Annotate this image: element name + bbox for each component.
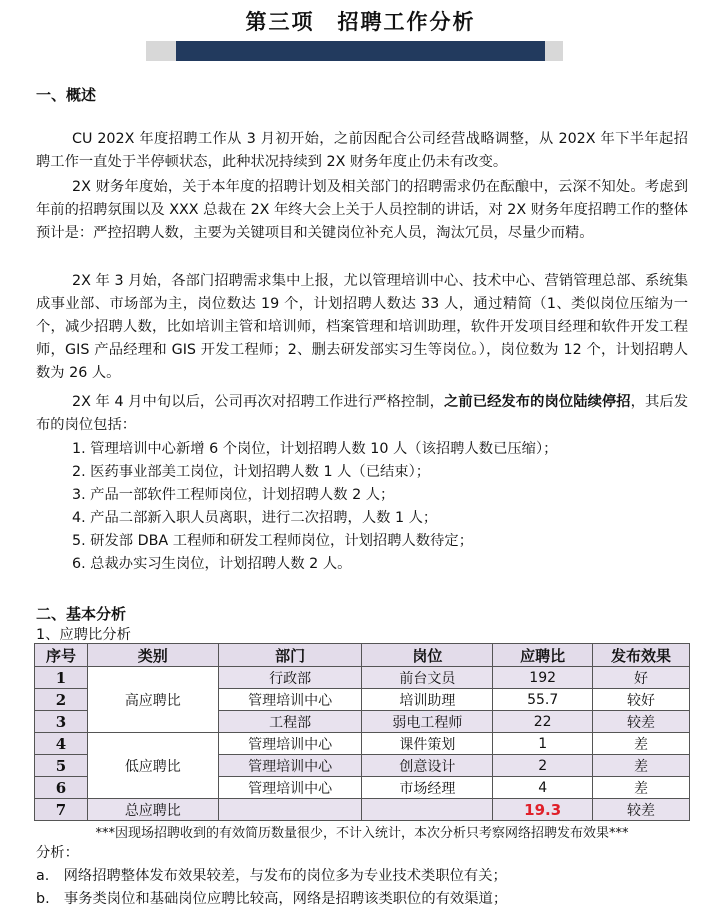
category-cell: 低应聘比 — [87, 733, 218, 799]
section-heading-overview: 一、概述 — [36, 86, 97, 104]
section-heading-analysis: 二、基本分析 — [36, 605, 127, 623]
list-item: 3. 产品一部软件工程师岗位，计划招聘人数 2 人； — [72, 487, 395, 503]
header-cell: 类别 — [87, 644, 218, 667]
header-cell: 岗位 — [362, 644, 493, 667]
post-cell: 培训助理 — [362, 689, 493, 711]
list-item: 2. 医药事业部美工岗位，计划招聘人数 1 人（已结束）； — [72, 464, 431, 480]
row-number: 1 — [35, 667, 88, 689]
effect-cell: 差 — [593, 777, 690, 799]
post-list — [36, 438, 696, 576]
effect-cell: 差 — [593, 733, 690, 755]
post-cell: 课件策划 — [362, 733, 493, 755]
ratio-cell: 192 — [493, 667, 593, 689]
effect-cell: 好 — [593, 667, 690, 689]
total-ratio-cell — [493, 799, 593, 821]
table-total-row — [35, 799, 690, 821]
effect-cell: 较差 — [593, 799, 690, 821]
table-note: ***因现场招聘收到的有效简历数量很少，不计入统计，本次分析只考察网络招聘发布效果*** — [95, 826, 629, 841]
dept-cell: 工程部 — [218, 711, 362, 733]
post-cell: 创意设计 — [362, 755, 493, 777]
header-cell: 发布效果 — [593, 644, 690, 667]
header-cell: 序号 — [35, 644, 88, 667]
dept-cell: 管理培训中心 — [218, 777, 362, 799]
dept-cell: 行政部 — [218, 667, 362, 689]
page-title: 第三项 招聘工作分析 — [245, 9, 476, 34]
subheading-ratio-analysis: 1、应聘比分析 — [36, 627, 131, 643]
total-ratio-value: 19.3 — [524, 800, 562, 819]
empty-cell — [218, 799, 362, 821]
ratio-cell: 2 — [493, 755, 593, 777]
dept-cell: 管理培训中心 — [218, 755, 362, 777]
ratio-cell: 1 — [493, 733, 593, 755]
analysis-item: a. 网络招聘整体发布效果较差，与发布的岗位多为专业技术类职位有关； — [36, 868, 507, 884]
paragraph-1: CU 202X 年度招聘工作从 3 月初开始，之前因配合公司经营战略调整，从 202X 年下半年起招聘工作一直处于半停顿状态，此种状况持续到 2X 财务年度止仍未有改变。 — [36, 131, 688, 170]
ratio-cell: 55.7 — [493, 689, 593, 711]
ratio-cell: 4 — [493, 777, 593, 799]
list-item: 5. 研发部 DBA 工程师和研发工程师岗位，计划招聘人数待定； — [72, 533, 473, 549]
category-cell: 高应聘比 — [87, 667, 218, 733]
row-number: 4 — [35, 733, 88, 755]
effect-cell: 较差 — [593, 711, 690, 733]
effect-cell: 较好 — [593, 689, 690, 711]
post-cell: 弱电工程师 — [362, 711, 493, 733]
post-cell: 前台文员 — [362, 667, 493, 689]
effect-cell: 差 — [593, 755, 690, 777]
analysis-list — [36, 842, 507, 911]
post-cell: 市场经理 — [362, 777, 493, 799]
ratio-cell: 22 — [493, 711, 593, 733]
analysis-label: 分析： — [36, 845, 79, 861]
dept-cell: 管理培训中心 — [218, 689, 362, 711]
header-cell: 部门 — [218, 644, 362, 667]
header-cell: 应聘比 — [493, 644, 593, 667]
list-item: 6. 总裁办实习生岗位，计划招聘人数 2 人。 — [72, 556, 352, 572]
title-band — [176, 41, 545, 61]
paragraph-4-end: ，其后发布的岗位包括： — [36, 394, 689, 433]
analysis-item: b. 事务类岗位和基础岗位应聘比较高，网络是招聘该类职位的有效渠道； — [36, 891, 508, 907]
paragraph-3: 2X 年 3 月始，各部门招聘需求集中上报，尤以管理培训中心、技术中心、营销管理总部、系统集成事业部、市场部为主，岗位数达 19 个，计划招聘人数达 33 人，通过精简（1、类似岗位压缩为一个，减少招聘人数，比如培训主管和培训师，档案管理和培训助理，软件开发项目经理和软件开发工程师，GIS 产品经理和 GIS 开发工程师；2、删去研发部实习生等岗位。），岗位数为 12 个，计划招聘人数为 26 人。 — [36, 273, 688, 381]
paragraph-4 — [36, 391, 688, 437]
table-row — [35, 667, 690, 689]
row-number: 6 — [35, 777, 88, 799]
row-number: 3 — [35, 711, 88, 733]
row-number: 2 — [35, 689, 88, 711]
total-label-cell: 总应聘比 — [87, 799, 218, 821]
table-row — [35, 733, 690, 755]
empty-cell — [362, 799, 493, 821]
dept-cell: 管理培训中心 — [218, 733, 362, 755]
paragraph-4-start: 2X 年 4 月中旬以后，公司再次对招聘工作进行严格控制， — [72, 394, 444, 410]
paragraph-4-emphasis: 之前已经发布的岗位陆续停招 — [444, 394, 631, 410]
row-number: 7 — [35, 799, 88, 821]
table-header-row — [35, 644, 690, 667]
row-number: 5 — [35, 755, 88, 777]
ratio-table — [34, 643, 690, 821]
paragraph-2: 2X 财务年度始，关于本年度的招聘计划及相关部门的招聘需求仍在酝酿中，云深不知处。考虑到年前的招聘氛围以及 XXX 总裁在 2X 年终大会上关于人员控制的讲话，对 2X 财务年度招聘工作的整体预计是：严控招聘人数，主要为关键项目和关键岗位补充人员，淘汰冗员，尽量少而精。 — [36, 179, 689, 241]
list-item: 4. 产品二部新入职人员离职，进行二次招聘，人数 1 人； — [72, 510, 438, 526]
list-item: 1. 管理培训中心新增 6 个岗位，计划招聘人数 10 人（该招聘人数已压缩）； — [72, 441, 558, 457]
